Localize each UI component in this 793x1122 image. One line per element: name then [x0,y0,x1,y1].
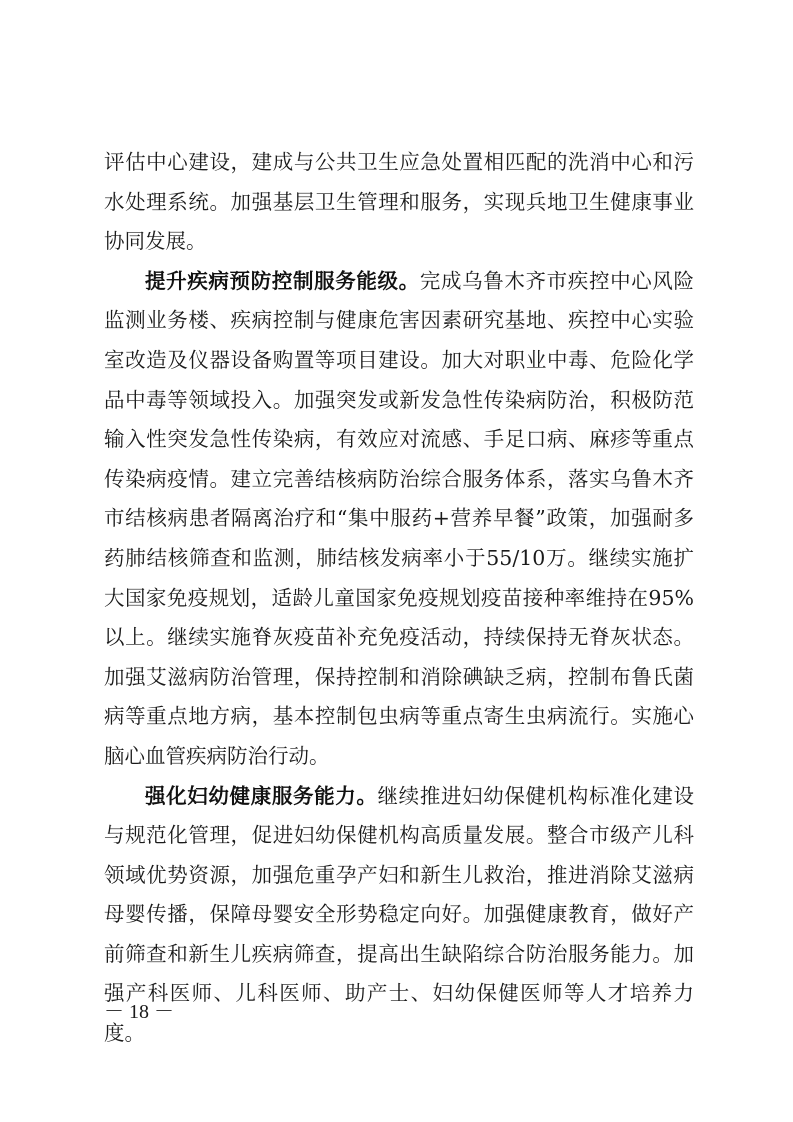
paragraph-text: 评估中心建设，建成与公共卫生应急处置相匹配的洗消中心和污水处理系统。加强基层卫生管理和服务，实现兵地卫生健康事业协同发展。 [104,150,694,254]
paragraph-maternal-child-health [104,777,694,1054]
paragraph-text: 完成乌鲁木齐市疾控中心风险监测业务楼、疾病控制与健康危害因素研究基地、疾控中心实验室改造及仪器设备购置等项目建设。加大对职业中毒、危险化学品中毒等领域投入。加强突发或新发急性传染病防治，积极防范输入性突发急性传染病，有效应对流感、手足口病、麻疹等重点传染病疫情。建立完善结核病防治综合服务体系，落实乌鲁木齐市结核病患者隔离治疗和“集中服药+营养早餐”政策，加强耐多药肺结核筛查和监测，肺结核发病率小于55/10万。继续实施扩大国家免疫规划，适龄儿童国家免疫规划疫苗接种率维持在95%以上。继续实施脊灰疫苗补充免疫活动，持续保持无脊灰状态。加强艾滋病防治管理，保持控制和消除碘缺乏病，控制布鲁氏菌病等重点地方病，基本控制包虫病等重点寄生虫病流行。实施心脑心血管疾病防治行动。 [104,268,695,768]
paragraph-heading: 提升疾病预防控制服务能级。 [145,268,420,293]
page-number: － 18 － [104,1001,174,1023]
paragraph-heading: 强化妇幼健康服务能力。 [145,783,378,808]
paragraph-disease-prevention [104,262,694,777]
paragraph-continuation [104,143,694,262]
paragraph-text: 继续推进妇幼保健机构标准化建设与规范化管理，促进妇幼保健机构高质量发展。整合市级产儿科领域优势资源，加强危重孕产妇和新生儿救治，推进消除艾滋病母婴传播，保障母婴安全形势稳定向好。加强健康教育，做好产前筛查和新生儿疾病筛查，提高出生缺陷综合防治服务能力。加强产科医师、儿科医师、助产士、妇幼保健医师等人才培养力度。 [104,783,695,1046]
document-body [104,143,694,1054]
